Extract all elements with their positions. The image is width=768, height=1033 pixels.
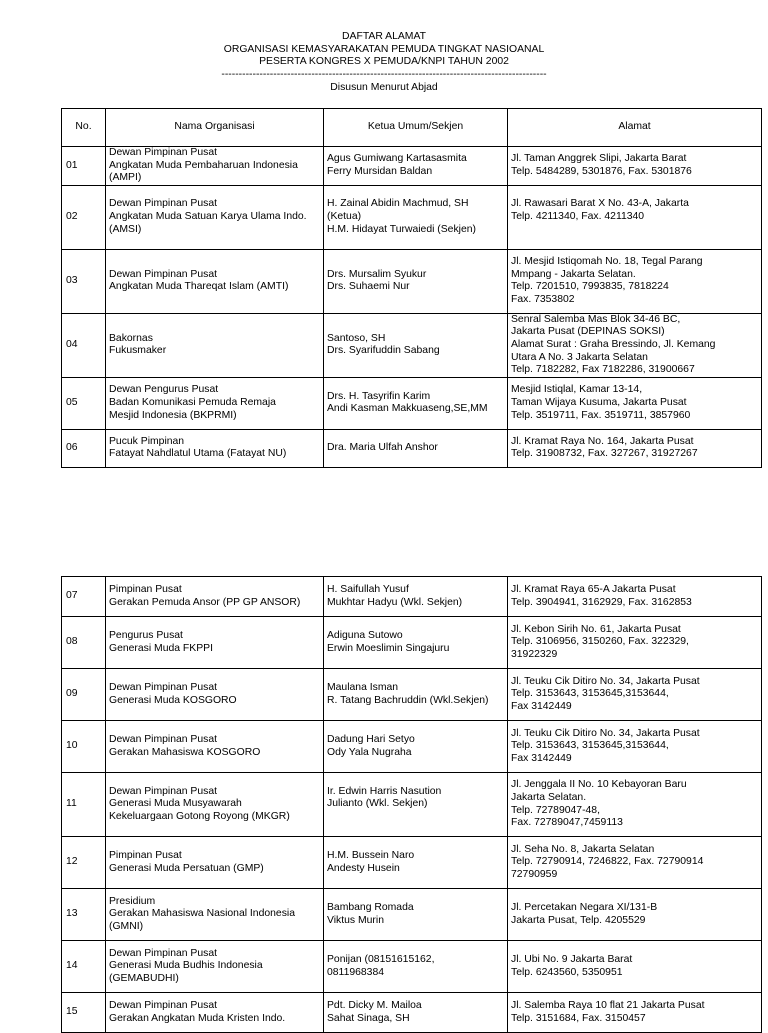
cell-leader: H.M. Bussein Naro Andesty Husein <box>324 837 508 889</box>
cell-leader: Maulana Isman R. Tatang Bachruddin (Wkl.Sekjen) <box>324 669 508 721</box>
table-row <box>62 577 762 617</box>
cell-address: Jl. Mesjid Istiqomah No. 18, Tegal Parang Mmpang - Jakarta Selatan. Telp. 7201510, 7993835, 7818224 Fax. 7353802 <box>508 249 762 313</box>
cell-organization: Dewan Pimpinan Pusat Generasi Muda KOSGORO <box>106 669 324 721</box>
cell-no: 06 <box>62 429 106 467</box>
cell-leader: Pdt. Dicky M. Mailoa Sahat Sinaga, SH <box>324 993 508 1033</box>
cell-no: 12 <box>62 837 106 889</box>
cell-address: Jl. Taman Anggrek Slipi, Jakarta Barat Telp. 5484289, 5301876, Fax. 5301876 <box>508 147 762 186</box>
cell-address: Jl. Percetakan Negara XI/131-B Jakarta Pusat, Telp. 4205529 <box>508 889 762 941</box>
cell-organization: Bakornas Fukusmaker <box>106 313 324 377</box>
table-row <box>62 721 762 773</box>
cell-organization: Pimpinan Pusat Gerakan Pemuda Ansor (PP GP ANSOR) <box>106 577 324 617</box>
table-row <box>62 377 762 429</box>
cell-no: 03 <box>62 249 106 313</box>
cell-address: Jl. Rawasari Barat X No. 43-A, Jakarta Telp. 4211340, Fax. 4211340 <box>508 185 762 249</box>
cell-address: Senral Salemba Mas Blok 34-46 BC, Jakarta Pusat (DEPINAS SOKSI) Alamat Surat : Graha Bressindo, Jl. Kemang Utara A No. 3 Jakarta Selatan Telp. 7182282, Fax 7182286, 31900667 <box>508 313 762 377</box>
cell-address: Mesjid Istiqlal, Kamar 13-14, Taman Wijaya Kusuma, Jakarta Pusat Telp. 3519711, Fax. 3519711, 3857960 <box>508 377 762 429</box>
cell-leader: H. Zainal Abidin Machmud, SH (Ketua) H.M. Hidayat Turwaiedi (Sekjen) <box>324 185 508 249</box>
table-row <box>62 185 762 249</box>
cell-no: 01 <box>62 147 106 186</box>
document-header <box>0 31 768 95</box>
cell-organization: Pimpinan Pusat Generasi Muda Persatuan (GMP) <box>106 837 324 889</box>
cell-leader: Dra. Maria Ulfah Anshor <box>324 429 508 467</box>
organization-table-2 <box>61 576 762 1033</box>
cell-address: Jl. Ubi No. 9 Jakarta Barat Telp. 6243560, 5350951 <box>508 941 762 993</box>
table-row <box>62 147 762 186</box>
cell-address: Jl. Kramat Raya No. 164, Jakarta Pusat Telp. 31908732, Fax. 327267, 31927267 <box>508 429 762 467</box>
table-row <box>62 669 762 721</box>
document-title: DAFTAR ALAMAT <box>342 31 426 42</box>
cell-leader: Ir. Edwin Harris Nasution Julianto (Wkl. Sekjen) <box>324 773 508 837</box>
table-header-row <box>62 109 762 147</box>
table-body <box>62 577 762 1033</box>
column-header-leader: Ketua Umum/Sekjen <box>324 109 508 147</box>
cell-organization: Dewan Pimpinan Pusat Angkatan Muda Pembaharuan Indonesia (AMPI) <box>106 147 324 186</box>
table-body <box>62 147 762 468</box>
cell-leader: Santoso, SH Drs. Syarifuddin Sabang <box>324 313 508 377</box>
cell-address: Jl. Seha No. 8, Jakarta Selatan Telp. 72790914, 7246822, Fax. 72790914 72790959 <box>508 837 762 889</box>
cell-address: Jl. Jenggala II No. 10 Kebayoran Baru Jakarta Selatan. Telp. 72789047-48, Fax. 72789047,7459113 <box>508 773 762 837</box>
cell-no: 02 <box>62 185 106 249</box>
column-header-address: Alamat <box>508 109 762 147</box>
cell-address: Jl. Teuku Cik Ditiro No. 34, Jakarta Pusat Telp. 3153643, 3153645,3153644, Fax 3142449 <box>508 669 762 721</box>
cell-address: Jl. Teuku Cik Ditiro No. 34, Jakarta Pusat Telp. 3153643, 3153645,3153644, Fax 3142449 <box>508 721 762 773</box>
table-row <box>62 617 762 669</box>
cell-organization: Dewan Pimpinan Pusat Angkatan Muda Thareqat Islam (AMTI) <box>106 249 324 313</box>
column-header-no: No. <box>62 109 106 147</box>
cell-address: Jl. Kebon Sirih No. 61, Jakarta Pusat Telp. 3106956, 3150260, Fax. 322329, 31922329 <box>508 617 762 669</box>
cell-no: 13 <box>62 889 106 941</box>
cell-no: 04 <box>62 313 106 377</box>
cell-organization: Presidium Gerakan Mahasiswa Nasional Indonesia (GMNI) <box>106 889 324 941</box>
cell-leader: Agus Gumiwang Kartasasmita Ferry Mursidan Baldan <box>324 147 508 186</box>
cell-organization: Pengurus Pusat Generasi Muda FKPPI <box>106 617 324 669</box>
cell-no: 11 <box>62 773 106 837</box>
cell-no: 14 <box>62 941 106 993</box>
cell-organization: Pucuk Pimpinan Fatayat Nahdlatul Utama (Fatayat NU) <box>106 429 324 467</box>
cell-leader: Drs. H. Tasyrifin Karim Andi Kasman Makkuaseng,SE,MM <box>324 377 508 429</box>
cell-leader: Dadung Hari Setyo Ody Yala Nugraha <box>324 721 508 773</box>
cell-no: 08 <box>62 617 106 669</box>
cell-no: 10 <box>62 721 106 773</box>
table-row <box>62 313 762 377</box>
cell-no: 07 <box>62 577 106 617</box>
cell-organization: Dewan Pimpinan Pusat Angkatan Muda Satuan Karya Ulama Indo. (AMSI) <box>106 185 324 249</box>
cell-no: 05 <box>62 377 106 429</box>
cell-leader: Bambang Romada Viktus Murin <box>324 889 508 941</box>
header-divider: ---------------------------------------------------------------------------------------------- <box>221 68 547 80</box>
table-row <box>62 773 762 837</box>
table-row <box>62 837 762 889</box>
cell-organization: Dewan Pimpinan Pusat Gerakan Mahasiswa KOSGORO <box>106 721 324 773</box>
cell-organization: Dewan Pimpinan Pusat Gerakan Angkatan Muda Kristen Indo. <box>106 993 324 1033</box>
cell-leader: H. Saifullah Yusuf Mukhtar Hadyu (Wkl. Sekjen) <box>324 577 508 617</box>
cell-no: 15 <box>62 993 106 1033</box>
document-subtitle: Disusun Menurut Abjad <box>330 82 438 94</box>
column-header-org: Nama Organisasi <box>106 109 324 147</box>
table-row <box>62 889 762 941</box>
table-row <box>62 429 762 467</box>
cell-leader: Ponijan (08151615162, 0811968384 <box>324 941 508 993</box>
cell-organization: Dewan Pengurus Pusat Badan Komunikasi Pemuda Remaja Mesjid Indonesia (BKPRMI) <box>106 377 324 429</box>
cell-address: Jl. Kramat Raya 65-A Jakarta Pusat Telp. 3904941, 3162929, Fax. 3162853 <box>508 577 762 617</box>
organization-table-1 <box>61 108 762 468</box>
cell-no: 09 <box>62 669 106 721</box>
document-title-line2: ORGANISASI KEMASYARAKATAN PEMUDA TINGKAT NASIOANAL <box>223 43 545 55</box>
cell-organization: Dewan Pimpinan Pusat Generasi Muda Musyawarah Kekeluargaan Gotong Royong (MKGR) <box>106 773 324 837</box>
table-row <box>62 993 762 1033</box>
table-row <box>62 249 762 313</box>
table-row <box>62 941 762 993</box>
cell-address: Jl. Salemba Raya 10 flat 21 Jakarta Pusat Telp. 3151684, Fax. 3150457 <box>508 993 762 1033</box>
cell-organization: Dewan Pimpinan Pusat Generasi Muda Budhis Indonesia (GEMABUDHI) <box>106 941 324 993</box>
cell-leader: Adiguna Sutowo Erwin Moeslimin Singajuru <box>324 617 508 669</box>
cell-leader: Drs. Mursalim Syukur Drs. Suhaemi Nur <box>324 249 508 313</box>
document-title-line3: PESERTA KONGRES X PEMUDA/KNPI TAHUN 2002 <box>259 56 509 68</box>
